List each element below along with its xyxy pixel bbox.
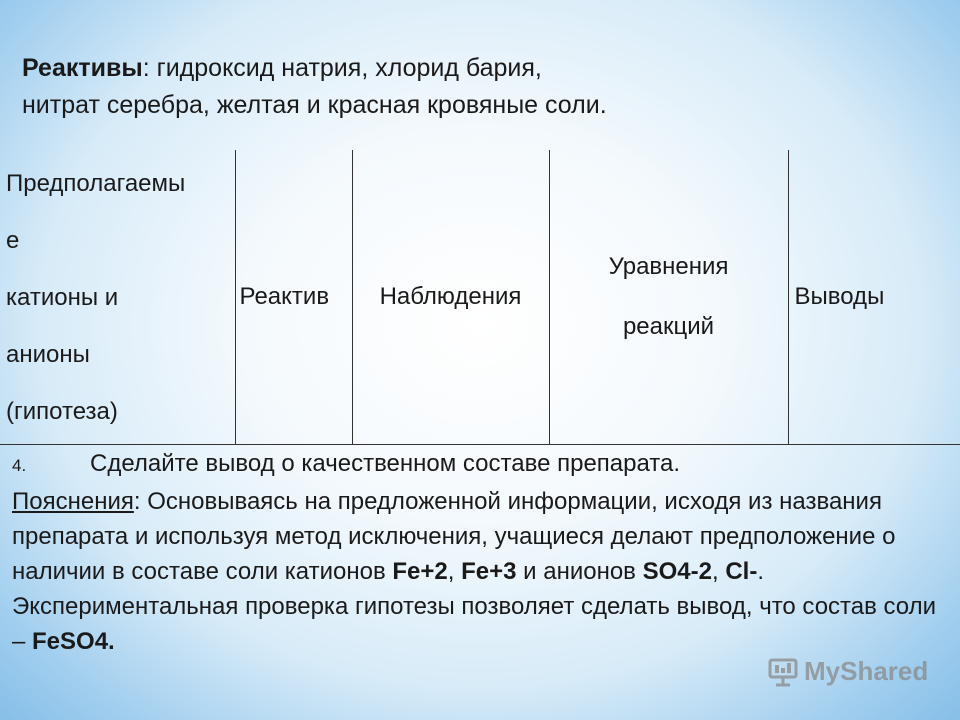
reagents-colon: : (142, 54, 150, 82)
explanation-sep1: , (447, 558, 462, 585)
explanation-text1: Основываясь на предложенной информации, исходя из названия препарата и используя метод исключения, учащиеся делают предположение о наличии в составе соли катионов (12, 488, 896, 585)
header-hypothesis-line1: Предполагаемы (6, 169, 186, 197)
presentation-icon (768, 657, 798, 687)
explanation-text3: . Экспериментальная проверка гипотезы позволяет сделать вывод, что состав соли – (12, 558, 937, 655)
step-text: Сделайте вывод о качественном составе препарата. (90, 450, 681, 477)
formula-feso4: FeSO4. (32, 628, 115, 655)
ion-so4: SO4-2 (642, 558, 712, 585)
step-4 (12, 448, 942, 482)
watermark (768, 656, 928, 687)
explanation-label: Пояснения (12, 488, 134, 515)
watermark-text: MyShared (804, 656, 929, 686)
header-observations: Наблюдения (352, 150, 549, 445)
header-hypothesis (0, 150, 235, 445)
observation-table (0, 150, 960, 445)
header-hypothesis-line4: анионы (6, 340, 90, 368)
explanation-sep2: , (711, 558, 726, 585)
reagents-line1: гидроксид натрия, хлорид бария, (149, 54, 542, 82)
header-equations (549, 150, 788, 445)
header-hypothesis-line3: катионы и (6, 283, 119, 311)
ion-cl: Cl- (725, 558, 758, 585)
explanation-colon: : (133, 488, 141, 515)
header-equations-line1: Уравнения (608, 253, 729, 280)
header-hypothesis-line5: (гипотеза) (6, 397, 118, 425)
ion-fe3: Fe+3 (461, 558, 517, 585)
table-header-row (0, 150, 960, 445)
header-conclusions: Выводы (788, 150, 960, 445)
step-number: 4. (12, 456, 27, 475)
reagents-paragraph (22, 50, 922, 124)
reagents-label: Реактивы (22, 54, 143, 82)
explanation-text2: и анионов (516, 558, 643, 585)
header-reagent: Реактив (235, 150, 352, 445)
reagents-line2: нитрат серебра, желтая и красная кровяные соли. (22, 91, 607, 119)
header-equations-line2: реакций (622, 313, 715, 340)
ion-fe2: Fe+2 (392, 558, 448, 585)
explanation-paragraph (12, 484, 947, 659)
header-hypothesis-line2: е (6, 226, 20, 254)
